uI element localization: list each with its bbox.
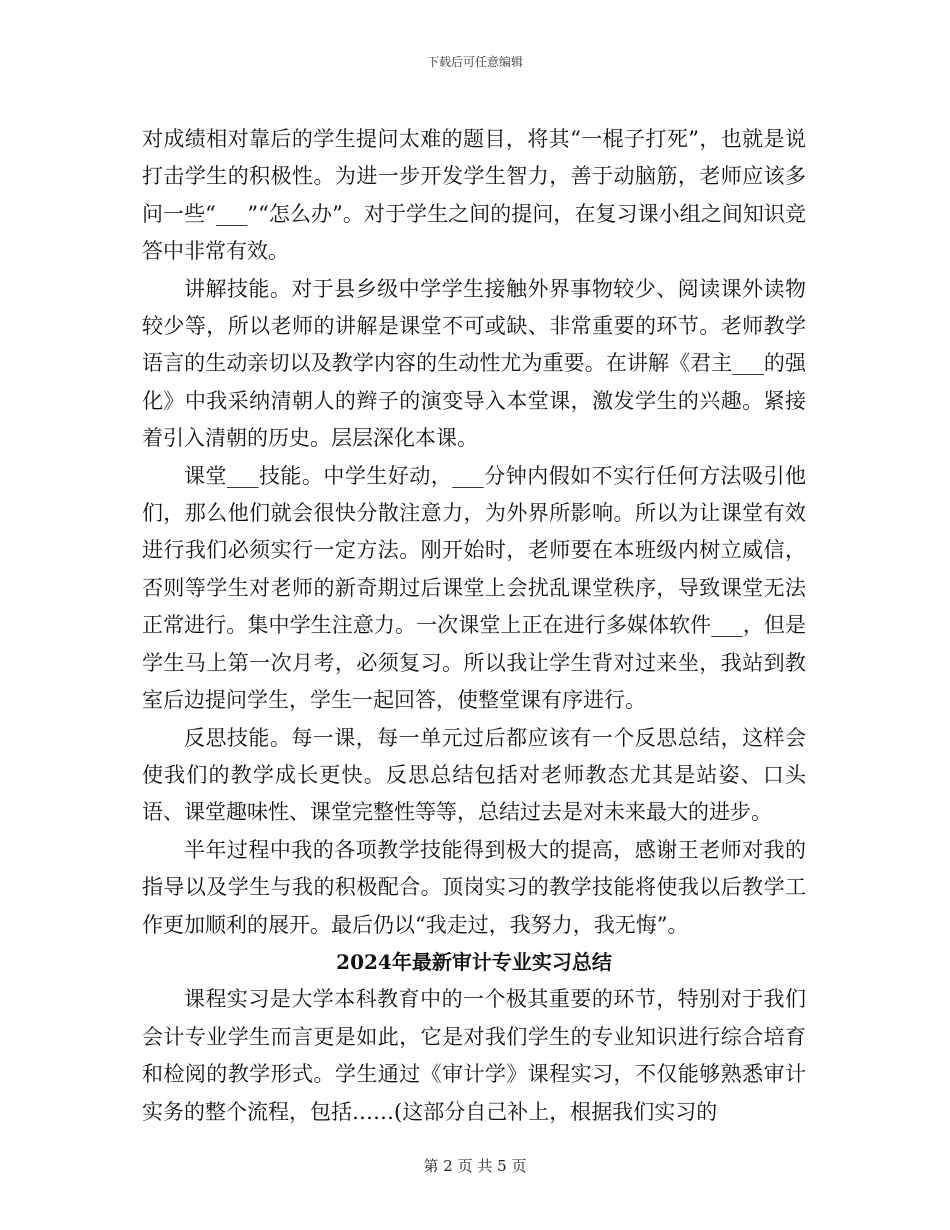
paragraph-audit-intro: 课程实习是大学本科教育中的一个极其重要的环节，特别对于我们会计专业学生而言更是如此，它是对我们学生的专业知识进行综合培育和检阅的教学形式。学生通过《审计学》课程实习，不仅能够熟悉审计实务的整个流程，包括……(这部分自己补上，根据我们实习的 xyxy=(142,987,806,1124)
paragraph-classroom-skill: 课堂___技能。中学生好动，___分钟内假如不实行任何方法吸引他们，那么他们就会很快分散注意力，为外界所影响。所以为让课堂有效进行我们必须实行一定方法。刚开始时，老师要在本班级内树立威信，否则等学生对老师的新奇期过后课堂上会扰乱课堂秩序，导致课堂无法正常进行。集中学生注意力。一次课堂上正在进行多媒体软件___，但是学生马上第一次月考，必须复习。所以我让学生背对过来坐，我站到教室后边提问学生，学生一起回答，使整堂课有序进行。 xyxy=(142,463,806,713)
page-header: 下载后可任意编辑 xyxy=(426,55,523,69)
paragraph-reflection-skill: 反思技能。每一课，每一单元过后都应该有一个反思总结，这样会使我们的教学成长更快。反思总结包括对老师教态尤其是站姿、口头语、课堂趣味性、课堂完整性等等，总结过去是对未来最大的进步。 xyxy=(142,725,806,825)
document-body xyxy=(142,121,806,1131)
paragraph-conclusion: 半年过程中我的各项教学技能得到极大的提高，感谢王老师对我的指导以及学生与我的积极配合。顶岗实习的教学技能将使我以后教学工作更加顺利的展开。最后仍以“我走过，我努力，我无悔”。 xyxy=(142,837,806,937)
page-footer: 第 2 页 共 5 页 xyxy=(423,1157,527,1175)
paragraph-explaining-skill: 讲解技能。对于县乡级中学学生接触外界事物较少、阅读课外读物较少等，所以老师的讲解是课堂不可或缺、非常重要的环节。老师教学语言的生动亲切以及教学内容的生动性尤为重要。在讲解《君主___的强化》中我采纳清朝人的辫子的演变导入本堂课，激发学生的兴趣。紧接着引入清朝的历史。层层深化本课。 xyxy=(142,276,806,451)
paragraph-questioning-continued: 对成绩相对靠后的学生提问太难的题目，将其“一棍子打死”，也就是说打击学生的积极性。为进一步开发学生智力，善于动脑筋，老师应该多问一些“___”“怎么办”。对于学生之间的提问，在复习课小组之间知识竞答中非常有效。 xyxy=(142,127,806,264)
section-title: 2024年最新审计专业实习总结 xyxy=(336,949,612,974)
